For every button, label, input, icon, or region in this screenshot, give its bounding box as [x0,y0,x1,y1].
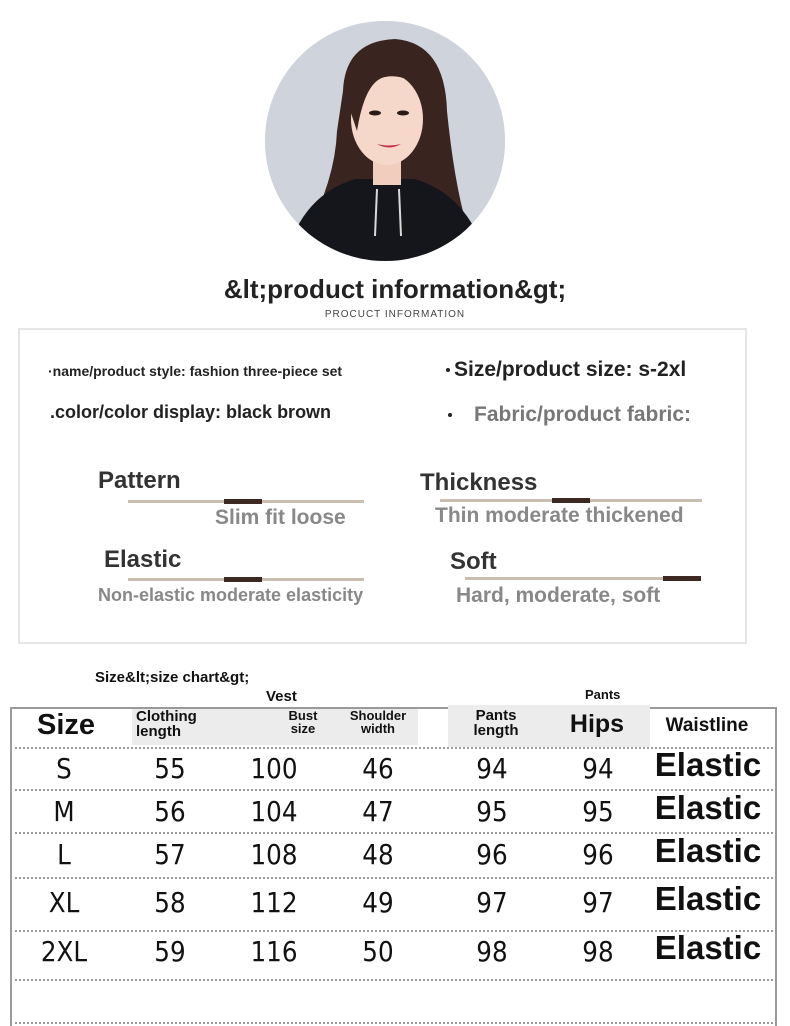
table-cell-hips: 98 [582,935,614,968]
table-cell-bust: 100 [250,752,298,785]
spec-fabric-text: Fabric/product fabric: [474,403,692,426]
table-cell-waistline: Elastic [654,880,762,917]
table-cell-hips: 94 [582,752,614,785]
attr-soft-value: Hard, moderate, soft [456,584,661,607]
header-shoulder-line1: Shoulder [349,708,407,723]
group-vest-label: Vest [266,688,297,705]
table-cell-pants-length: 97 [476,886,508,919]
table-cell-clothing-length: 58 [154,886,186,919]
header-shoulder-width [338,709,418,745]
table-cell-bust: 112 [250,886,298,919]
table-cell-pants-length: 96 [476,838,508,871]
table-cell-hips: 95 [582,795,614,828]
bullet-icon [448,413,452,417]
spec-name: ·name/product style: fashion three-piece set [48,363,343,379]
table-cell-waistline: Elastic [654,789,762,826]
table-cell-bust: 104 [250,795,298,828]
spec-color: .color/color display: black brown [50,402,332,422]
attr-pattern-label: Pattern [98,467,181,494]
header-clothing-length-line2: length [136,723,181,740]
table-cell-size: 2XL [40,935,88,968]
model-portrait-image [265,21,505,261]
table-cell-clothing-length: 57 [154,838,186,871]
group-pants-label: Pants [585,687,621,702]
header-bust-size [238,709,338,745]
product-info-title: &lt;product information&gt; [223,274,567,304]
table-cell-bust: 116 [250,935,298,968]
attr-soft-label: Soft [450,548,497,575]
table-cell-size: XL [48,886,80,919]
table-cell-size: M [53,795,75,828]
header-clothing-length-line1: Clothing [136,708,197,725]
spec-fabric [448,403,691,427]
attr-thickness-value: Thin moderate thickened [435,504,684,527]
table-cell-size: L [57,838,71,871]
header-size: Size [36,709,96,741]
attr-thickness-marker [552,498,590,503]
bullet-icon [446,368,450,372]
table-cell-clothing-length: 59 [154,935,186,968]
header-bust-line1: Bust [288,708,318,723]
table-cell-bust: 108 [250,838,298,871]
table-cell-clothing-length: 56 [154,795,186,828]
attr-pattern-bar [128,500,364,503]
attr-soft-bar [465,577,701,580]
attr-elastic-label: Elastic [104,546,182,573]
table-cell-pants-length: 95 [476,795,508,828]
header-bust-line2: size [290,721,316,736]
attr-elastic-value: Non-elastic moderate elasticity [98,585,364,605]
size-chart-caption: Size&lt;size chart&gt; [95,669,250,686]
table-cell-pants-length: 94 [476,752,508,785]
attr-soft-marker [663,576,701,581]
model-portrait [265,21,505,261]
attr-elastic-bar [128,578,364,581]
table-cell-hips: 96 [582,838,614,871]
header-hips: Hips [544,705,650,747]
row-divider [10,877,777,879]
table-cell-clothing-length: 55 [154,752,186,785]
row-divider [10,979,777,981]
table-cell-pants-length: 98 [476,935,508,968]
attr-pattern-value: Slim fit loose [215,506,346,529]
header-waistline: Waistline [665,715,749,736]
table-cell-hips: 97 [582,886,614,919]
header-shoulder-line2: width [361,721,395,736]
header-pants-length [448,705,544,747]
row-divider [10,1022,777,1024]
table-cell-waistline: Elastic [654,929,762,966]
table-cell-waistline: Elastic [654,832,762,869]
spec-size [446,358,686,382]
attr-pattern-marker [224,499,262,504]
table-cell-shoulder: 46 [362,752,394,785]
table-cell-waistline: Elastic [654,746,762,783]
attr-thickness-bar [440,499,702,502]
table-cell-shoulder: 49 [362,886,394,919]
header-clothing-length [132,709,238,745]
table-cell-shoulder: 47 [362,795,394,828]
header-pants-length-line1: Pants [475,707,517,724]
spec-size-text: Size/product size: s-2xl [454,358,687,381]
table-cell-shoulder: 50 [362,935,394,968]
header-pants-length-line2: length [473,722,519,739]
attr-elastic-marker [224,577,262,582]
attr-thickness-label: Thickness [420,469,538,496]
table-cell-size: S [56,752,72,785]
table-cell-shoulder: 48 [362,838,394,871]
product-info-subtitle: PROCUCT INFORMATION [324,309,466,320]
